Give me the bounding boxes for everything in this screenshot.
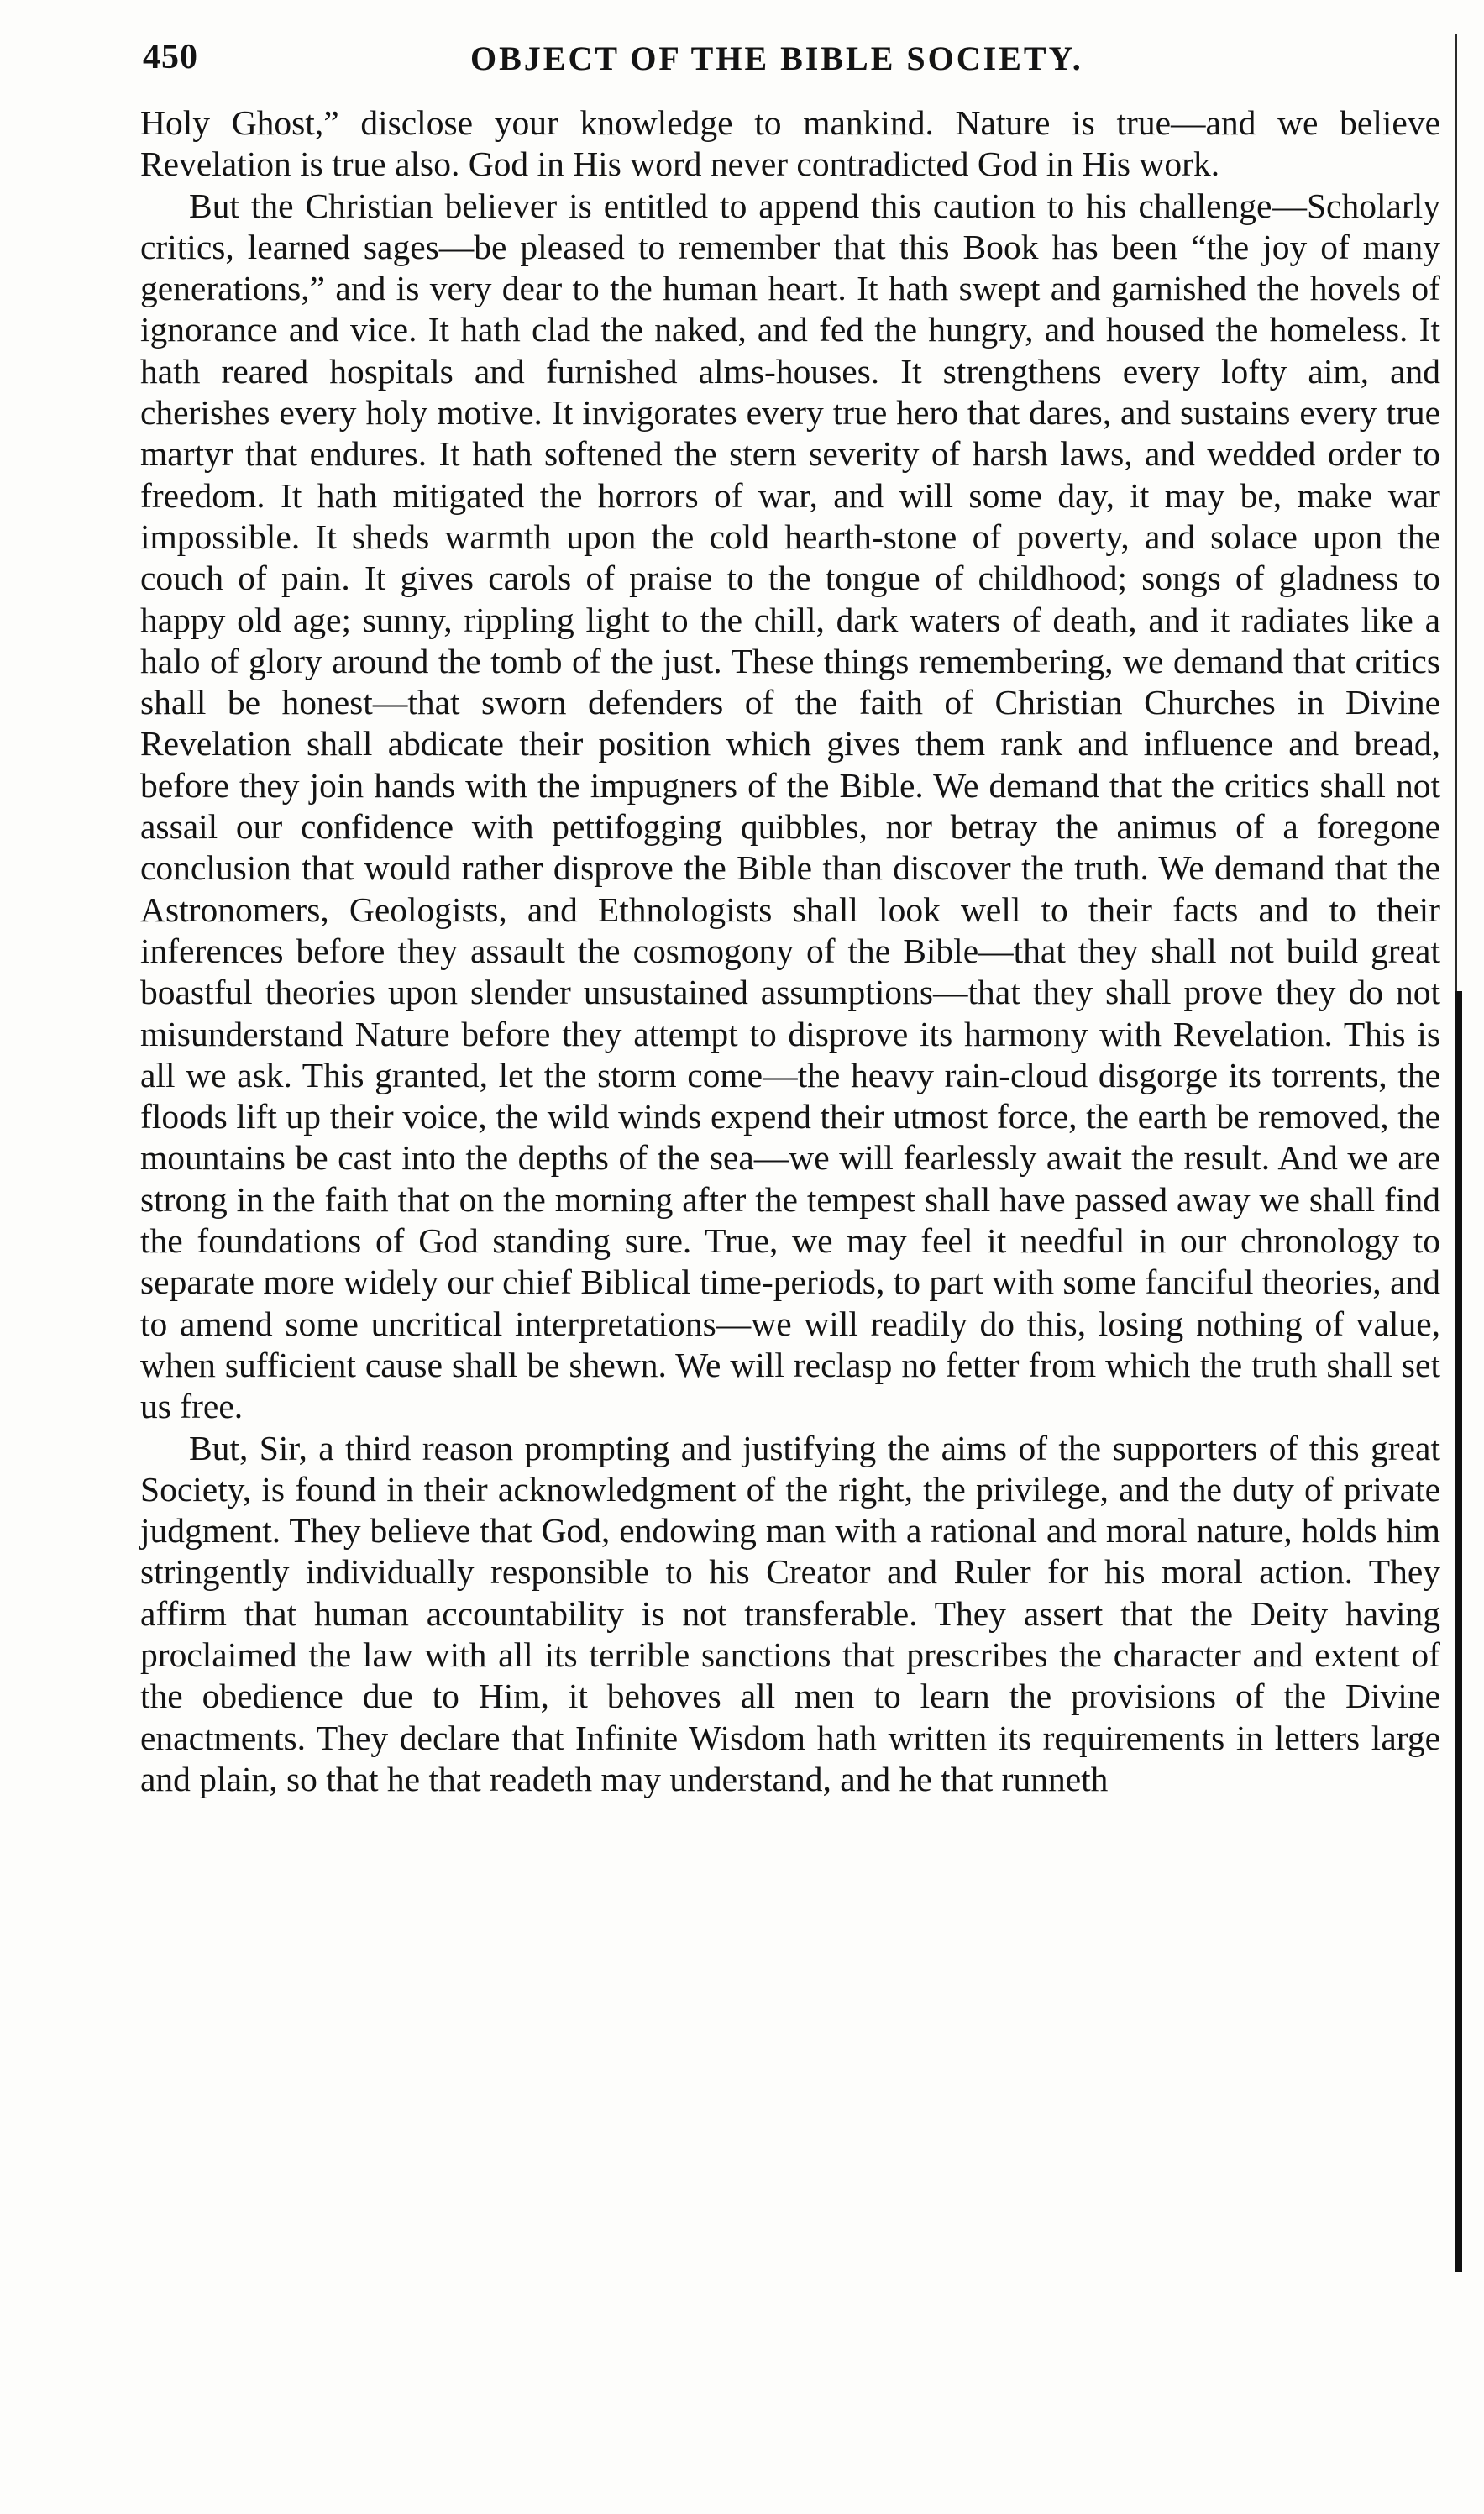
page-edge-shadow: [1455, 991, 1462, 2272]
paragraph-third-reason: But, Sir, a third reason prompting and justifying the aims of the supporters of this great Society, is found in their acknowledgment of the right, the privilege, and the duty of private judgment. They believe that God, endowing man with a rational and moral nature, holds him stringently individually responsible to his Creator and Ruler for his moral action. They affirm that human accountability is not transferable. They assert that the Deity having proclaimed the law with all its terrible sanctions that prescribes the character and extent of the obedience due to Him, it behoves all men to learn the provisions of the Divine enactments. They declare that Infinite Wisdom hath written its requirements in letters large and plain, so that he that readeth may understand, and he that runneth: [140, 1428, 1440, 1798]
page-number: 450: [143, 38, 198, 76]
paragraph-critics-caution: But the Christian believer is entitled to append this caution to his challenge—Scholarly critics, learned sages—be pleased to remember that this Book has been “the joy of many generations,” and is very dear to the human heart. It hath swept and garnished the hovels of ignorance and vice. It hath clad the naked, and fed the hungry, and housed the homeless. It hath reared hospitals and furnished alms-houses. It strengthens every lofty aim, and cherishes every holy motive. It invigorates every true hero that dares, and sustains every true martyr that endures. It hath softened the stern severity of harsh laws, and wedded order to freedom. It hath mitigated the horrors of war, and will some day, it may be, make war impossible. It sheds warmth upon the cold hearth-stone of poverty, and solace upon the couch of pain. It gives carols of praise to the tongue of childhood; songs of gladness to happy old age; sunny, rippling light to the chill, dark waters of death, and it radiates like a halo of glory around the tomb of the just. These things remembering, we demand that critics shall be honest—that sworn defenders of the faith of Christian Churches in Divine Revelation shall abdicate their position which gives them rank and influence and bread, before they join hands with the impugners of the Bible. We demand that the critics shall not assail our confidence with pettifogging quibbles, nor betray the animus of a foregone conclusion that would rather disprove the Bible than discover the truth. We demand that the Astronomers, Geologists, and Ethnologists shall look well to their facts and to their inferences before they assault the cosmogony of the Bible—that they shall not build great boastful theories upon slender unsustained assumptions—that they shall prove they do not misunderstand Nature before they attempt to disprove its harmony with Revelation. This is all we ask. This granted, let the storm come—the heavy rain-cloud disgorge its torrents, the floods lift up their voice, the wild winds expend their utmost force, the earth be removed, the mountains be cast into the depths of the sea—we will fearlessly await the result. And we are strong in the faith that on the morning after the tempest shall have passed away we shall find the foundations of God standing sure. True, we may feel it needful in our chronology to separate more widely our chief Biblical time-periods, to part with some fanciful theories, and to amend some uncritical interpretations—we will readily do this, losing nothing of value, when sufficient cause shall be shewn. We will reclasp no fetter from which the truth shall set us free.: [140, 186, 1440, 1426]
running-head: OBJECT OF THE BIBLE SOCIETY.: [470, 39, 1083, 77]
page-edge-rule: [1455, 34, 1457, 991]
body-text: [140, 102, 1440, 1800]
paragraph-continuation: Holy Ghost,” disclose your knowledge to mankind. Nature is true—and we believe Revelation is true also. God in His word never contradicted God in His work.: [140, 103, 1440, 184]
page-header: [143, 37, 1440, 87]
